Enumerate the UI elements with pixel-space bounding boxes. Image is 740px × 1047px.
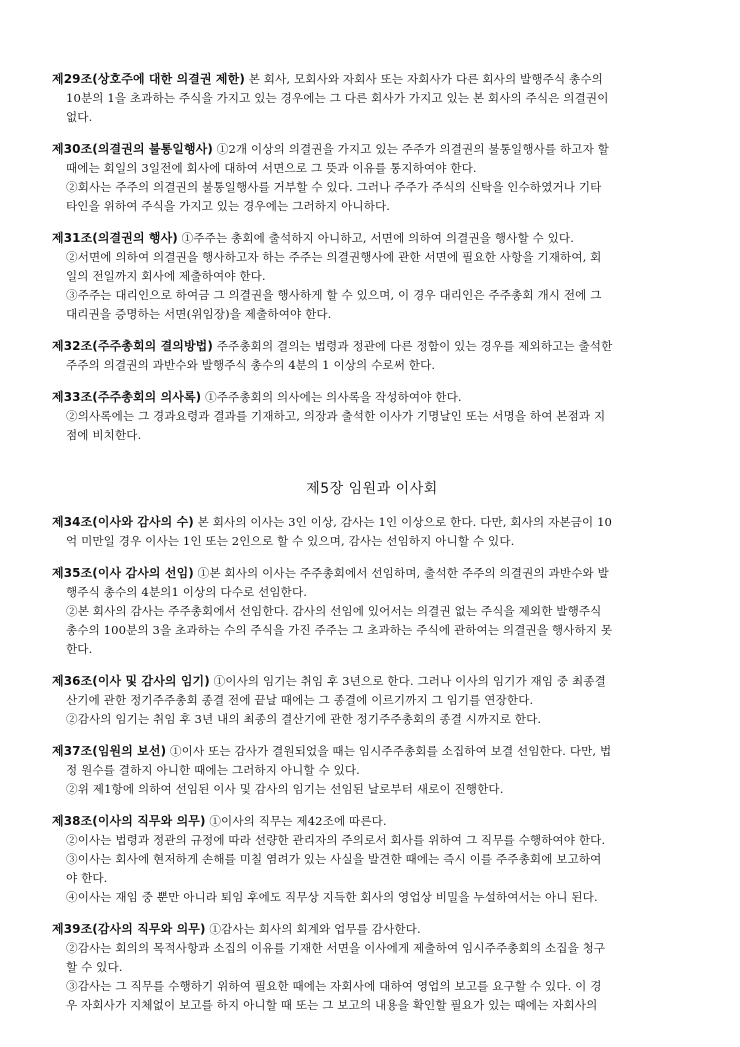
article-text: 본 회사, 모회사와 자회사 또는 자회사가 다른 회사의 발행주식 총수의	[244, 72, 603, 86]
article-first-line	[52, 337, 692, 356]
article-line: 우 자회사가 지체없이 보고를 하지 아니할 때 또는 그 보고의 내용을 확인할 필요가 있는 때에는 자회사의	[66, 998, 598, 1012]
article-block	[52, 140, 692, 216]
article-text: 본 회사의 이사는 3인 이상, 감사는 1인 이상으로 한다. 다만, 회사의 자본금이 10	[193, 515, 613, 529]
article-text: 주주총회의 결의는 법령과 정관에 다른 정함이 있는 경우를 제외하고는 출석한	[212, 339, 613, 353]
article-text: ①감사는 회사의 회계와 업무를 감사한다.	[205, 922, 421, 936]
article-line: ②본 회사의 감사는 주주총회에서 선임한다. 감사의 선임에 있어서는 의결권 없는 주식을 제외한 발행주식	[66, 604, 602, 618]
article-line: ③감사는 그 직무를 수행하기 위하여 필요한 때에는 자회사에 대하여 영업의 보고를 요구할 수 있다. 이 경	[66, 979, 602, 993]
article-first-line	[52, 140, 692, 159]
article-first-line	[52, 388, 692, 407]
article-text: ①이사의 직무는 제42조에 따른다.	[205, 814, 387, 828]
article-block	[52, 564, 692, 659]
article-first-line	[52, 229, 692, 248]
article-line: 대리권을 증명하는 서면(위임장)을 제출하여야 한다.	[66, 307, 332, 321]
articles-before-section	[52, 70, 692, 445]
article-line: ④이사는 재임 중 뿐만 아니라 퇴임 후에도 직무상 지득한 회사의 영업상 비밀을 누설하여서는 아니 된다.	[66, 890, 598, 904]
article-line: ②회사는 주주의 의결권의 불통일행사를 거부할 수 있다. 그러나 주주가 주식의 신탁을 인수하였거나 기타	[66, 180, 602, 194]
article-first-line	[52, 672, 692, 691]
article-line: 산기에 관한 정기주주총회 종결 전에 끝날 때에는 그 종결에 이르기까지 그 임기를 연장한다.	[66, 693, 534, 707]
article-line: 일의 전일까지 회사에 제출하여야 한다.	[66, 269, 266, 283]
article-line: 행주식 총수의 4분의1 이상의 다수로 선임한다.	[66, 585, 308, 599]
article-line: ②위 제1항에 의하여 선임된 이사 및 감사의 임기는 선임된 날로부터 새로이 진행한다.	[66, 782, 504, 796]
article-line: ③주주는 대리인으로 하여금 그 의결권을 행사하게 할 수 있으며, 이 경우 대리인은 주주총회 개시 전에 그	[66, 288, 602, 302]
article-line: 한다.	[66, 642, 93, 656]
article-heading: 제39조(감사의 직무와 의무)	[52, 922, 206, 936]
article-first-line	[52, 920, 692, 939]
article-line: ③이사는 회사에 현저하게 손해를 미칠 염려가 있는 사실을 발견한 때에는 즉시 이를 주주총회에 보고하여	[66, 852, 602, 866]
article-heading: 제33조(주주총회의 의사록)	[52, 390, 202, 404]
article-text: ①이사 또는 감사가 결원되었을 때는 임시주주총회를 소집하여 보결 선임한다. 다만, 법	[166, 744, 612, 758]
article-line: ②감사의 임기는 취임 후 3년 내의 최종의 결산기에 관한 정기주주총회의 종결 시까지로 한다.	[66, 712, 542, 726]
article-line: 정 원수를 결하지 아니한 때에는 그러하지 아니할 수 있다.	[66, 763, 360, 777]
article-heading: 제29조(상호주에 대한 의결권 제한)	[52, 72, 245, 86]
article-heading: 제30조(의결권의 불통일행사)	[52, 142, 213, 156]
article-line: 야 한다.	[66, 871, 108, 885]
chapter-title: 제5장 임원과 이사회	[306, 481, 438, 497]
article-text: ①이사의 임기는 취임 후 3년으로 한다. 그러나 이사의 임기가 재임 중 최종결	[209, 674, 606, 688]
article-line: 없다.	[66, 110, 93, 124]
article-block	[52, 812, 692, 907]
article-line: 주주의 의결권의 과반수와 발행주식 총수의 4분의 1 이상의 수로써 한다.	[66, 358, 436, 372]
article-line: ②의사록에는 그 경과요령과 결과를 기재하고, 의장과 출석한 이사가 기명날인 또는 서명을 하여 본점과 지	[66, 409, 606, 423]
article-line: 때에는 회일의 3일전에 회사에 대하여 서면으로 그 뜻과 이유를 통지하여야 한다.	[66, 161, 477, 175]
article-heading: 제38조(이사의 직무와 의무)	[52, 814, 206, 828]
article-line: 10분의 1을 초과하는 주식을 가지고 있는 경우에는 그 다른 회사가 가지고 있는 본 회사의 주식은 의결권이	[66, 91, 609, 105]
article-line: ②감사는 회의의 목적사항과 소집의 이유를 기재한 서면을 이사에게 제출하여 임시주주총회의 소집을 청구	[66, 941, 606, 955]
article-text: ①2개 이상의 의결권을 가지고 있는 주주가 의결권의 불통일행사를 하고자 할	[212, 142, 609, 156]
articles-after-section	[52, 513, 692, 1015]
article-line: 총수의 100분의 3을 초과하는 수의 주식을 가진 주주는 그 초과하는 주식에 관하여는 의결권을 행사하지 못	[66, 623, 613, 637]
article-line: ②이사는 법령과 정관의 규정에 따라 선량한 관리자의 주의로서 회사를 위하여 그 직무를 수행하여야 한다.	[66, 833, 606, 847]
article-block	[52, 513, 692, 551]
article-line: 억 미만일 경우 이사는 1인 또는 2인으로 할 수 있으며, 감사는 선임하지 아니할 수 있다.	[66, 534, 515, 548]
article-heading: 제31조(의결권의 행사)	[52, 231, 178, 245]
article-text: ①주주총회의 의사에는 의사록을 작성하여야 한다.	[201, 390, 462, 404]
article-heading: 제32조(주주총회의 결의방법)	[52, 339, 213, 353]
article-text: ①주주는 총회에 출석하지 아니하고, 서면에 의하여 의결권을 행사할 수 있다.	[177, 231, 574, 245]
article-block	[52, 742, 692, 799]
article-line: ②서면에 의하여 의결권을 행사하고자 하는 주주는 의결권행사에 관한 서면에 필요한 사항을 기재하여, 회	[66, 250, 602, 264]
article-first-line	[52, 513, 692, 532]
article-block	[52, 70, 692, 127]
article-line: 타인을 위하여 주식을 가지고 있는 경우에는 그러하지 아니하다.	[66, 199, 391, 213]
article-block	[52, 672, 692, 729]
article-heading: 제34조(이사와 감사의 수)	[52, 515, 194, 529]
article-heading: 제37조(임원의 보선)	[52, 744, 167, 758]
article-block	[52, 337, 692, 375]
article-heading: 제36조(이사 및 감사의 임기)	[52, 674, 210, 688]
article-block	[52, 920, 692, 1015]
article-first-line	[52, 564, 692, 583]
article-heading: 제35조(이사 감사의 선임)	[52, 566, 194, 580]
article-first-line	[52, 812, 692, 831]
article-text: ①본 회사의 이사는 주주총회에서 선임하며, 출석한 주주의 의결권의 과반수와 발	[193, 566, 609, 580]
article-block	[52, 388, 692, 445]
article-first-line	[52, 742, 692, 761]
article-first-line	[52, 70, 692, 89]
article-line: 점에 비치한다.	[66, 428, 142, 442]
article-block	[52, 229, 692, 324]
document-page	[52, 70, 692, 1028]
article-line: 할 수 있다.	[66, 960, 123, 974]
